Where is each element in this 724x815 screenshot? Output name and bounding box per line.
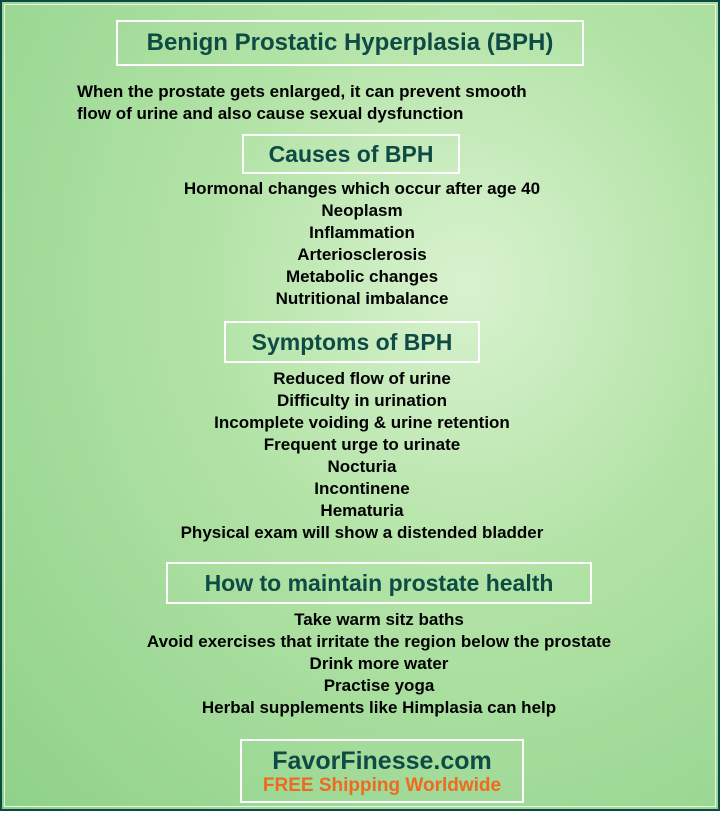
list-item: Drink more water	[309, 654, 449, 673]
symptoms-heading: Symptoms of BPH	[224, 321, 480, 363]
footer-box	[240, 739, 524, 803]
list-item: Inflammation	[309, 223, 415, 242]
maintain-heading: How to maintain prostate health	[166, 562, 592, 604]
list-item: Nocturia	[327, 457, 397, 476]
list-item: Reduced flow of urine	[273, 369, 451, 388]
intro-text	[77, 81, 527, 125]
list-item: Take warm sitz baths	[294, 610, 464, 629]
symptoms-list	[2, 368, 722, 544]
list-item: Metabolic changes	[285, 267, 439, 286]
shipping-note: FREE Shipping Worldwide	[262, 775, 502, 796]
list-item: Nutritional imbalance	[275, 289, 449, 308]
list-item: Incontinene	[314, 479, 410, 498]
list-item: Incomplete voiding & urine retention	[214, 413, 510, 432]
list-item: Herbal supplements like Himplasia can help	[201, 698, 557, 717]
list-item: Frequent urge to urinate	[263, 435, 461, 454]
list-item: Hematuria	[320, 501, 404, 520]
list-item: Neoplasm	[321, 201, 403, 220]
list-item: Hormonal changes which occur after age 40	[183, 179, 541, 198]
list-item: Difficulty in urination	[277, 391, 447, 410]
causes-list	[2, 178, 722, 310]
maintain-list	[19, 609, 724, 719]
intro-line-1: When the prostate gets enlarged, it can prevent smooth	[77, 82, 527, 101]
list-item: Arteriosclerosis	[297, 245, 427, 264]
site-name[interactable]: FavorFinesse.com	[272, 747, 492, 775]
list-item: Avoid exercises that irritate the region below the prostate	[146, 632, 612, 651]
list-item: Physical exam will show a distended bladder	[180, 523, 544, 542]
list-item: Practise yoga	[323, 676, 435, 695]
intro-line-2: flow of urine and also cause sexual dysfunction	[77, 104, 464, 123]
page-title: Benign Prostatic Hyperplasia (BPH)	[116, 20, 584, 66]
causes-heading: Causes of BPH	[242, 134, 460, 174]
